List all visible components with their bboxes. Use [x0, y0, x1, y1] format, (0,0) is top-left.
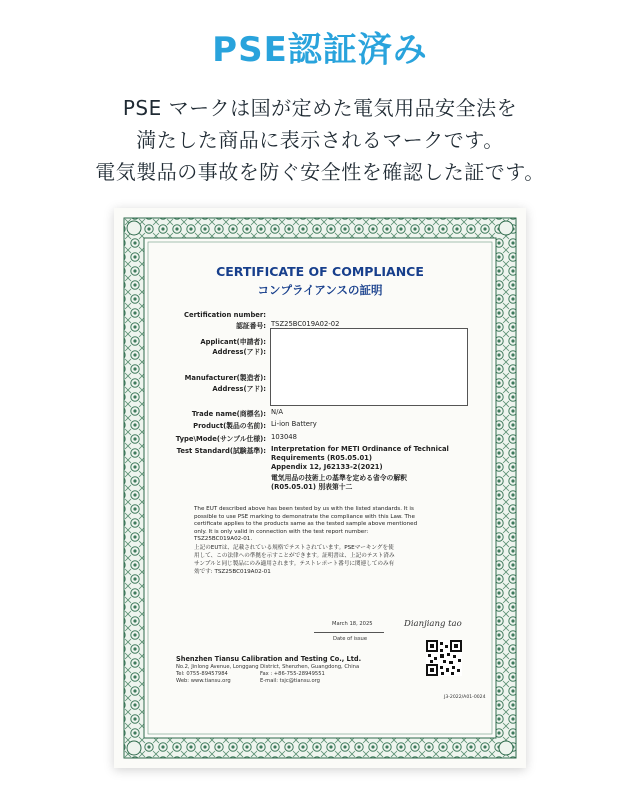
cert-number-label-jp: 認証番号:: [236, 322, 266, 330]
statement-jp-2: 用して、この法律への準拠を示すことができます。証明書は、上記のテスト済み: [194, 553, 395, 559]
manufacturer-address-label: Address(アド):: [212, 385, 266, 393]
standard-line-1: Interpretation for METI Ordinance of Technical: [271, 445, 449, 453]
statement-jp-1: 上記のEUTは、記載されている規格でテストされています。PSEマーキングを使: [194, 545, 394, 551]
statement-en-5: TSZ25BC019A02-01.: [194, 536, 253, 542]
description-line-1: PSE マークは国が定めた電気用品安全法を: [122, 96, 518, 120]
statement-en-2: possible to use PSE marking to demonstrate the compliance with this Law. The: [194, 513, 415, 520]
description-line-2: 満たした商品に表示されるマークです。: [136, 128, 504, 152]
statement-jp-4: 効です: TSZ25BC019A02-01: [194, 569, 271, 575]
certificate-title-jp: コンプライアンスの証明: [257, 283, 383, 297]
standard-line-4: 電気用品の技術上の基準を定める省令の解釈: [271, 474, 407, 482]
manufacturer-label: Manufacturer(製造者):: [184, 374, 266, 382]
date-of-issue-label: Date of issue: [333, 636, 368, 642]
company-fax: Fax : +86-755-28949551: [260, 671, 325, 677]
certificate-document: [114, 208, 526, 768]
company-tel: Tel: 0755-89457984: [176, 671, 228, 677]
cert-number-label-en: Certification number:: [184, 311, 266, 319]
redacted-address-box: [270, 328, 468, 406]
standard-label: Test Standard(試験基準):: [176, 447, 266, 455]
statement-en-1: The EUT described above has been tested by us with the listed standards. It is: [194, 506, 414, 512]
signature: Dianjiang tao: [404, 619, 462, 629]
cert-number-value: TSZ25BC019A02-02: [271, 320, 340, 328]
type-label: Type\Mode(サンプル仕様):: [175, 435, 266, 443]
standard-line-5: (R05.05.01) 別表第十二: [271, 483, 353, 491]
statement-jp-3: サンプルと同じ製品にのみ適用されます。テストレポート番号に関連してのみ有: [194, 561, 395, 567]
document-code: J3-2022/A01-0024: [444, 695, 486, 700]
company-name: Shenzhen Tiansu Calibration and Testing Co., Ltd.: [176, 655, 362, 663]
trade-name-label: Trade name(商標名):: [191, 410, 266, 418]
certificate-title-en: CERTIFICATE OF COMPLIANCE: [216, 264, 424, 279]
type-value: 103048: [271, 433, 297, 441]
statement-en-4: only. It is only valid in connection with the test report number:: [194, 528, 369, 535]
product-value: Li-ion Battery: [271, 420, 317, 428]
standard-line-2: Requirements (R05.05.01): [271, 454, 373, 462]
trade-name-value: N/A: [271, 408, 284, 416]
applicant-address-label: Address(アド):: [212, 348, 266, 356]
description-line-3: 電気製品の事故を防ぐ安全性を確認した証です。: [95, 160, 545, 184]
company-email: E-mail: tsjc@tiansu.org: [260, 678, 320, 684]
company-web: Web: www.tiansu.org: [176, 678, 231, 684]
company-address: No.2, Jinlong Avenue, Longgang District, Shenzhen, Guangdong, China: [176, 664, 360, 670]
issue-date: March 18, 2025: [332, 621, 373, 627]
date-underline: [314, 632, 384, 633]
statement-en-3: certificate applies to the products same as the tested sample above mentioned: [194, 521, 418, 527]
qr-code-icon: [426, 640, 462, 676]
standard-line-3: Appendix 12, J62133-2(2021): [271, 463, 383, 471]
product-label: Product(製品の名前):: [193, 422, 266, 430]
applicant-label: Applicant(申請者):: [200, 338, 266, 346]
page-title: PSE認証済み: [212, 30, 428, 70]
